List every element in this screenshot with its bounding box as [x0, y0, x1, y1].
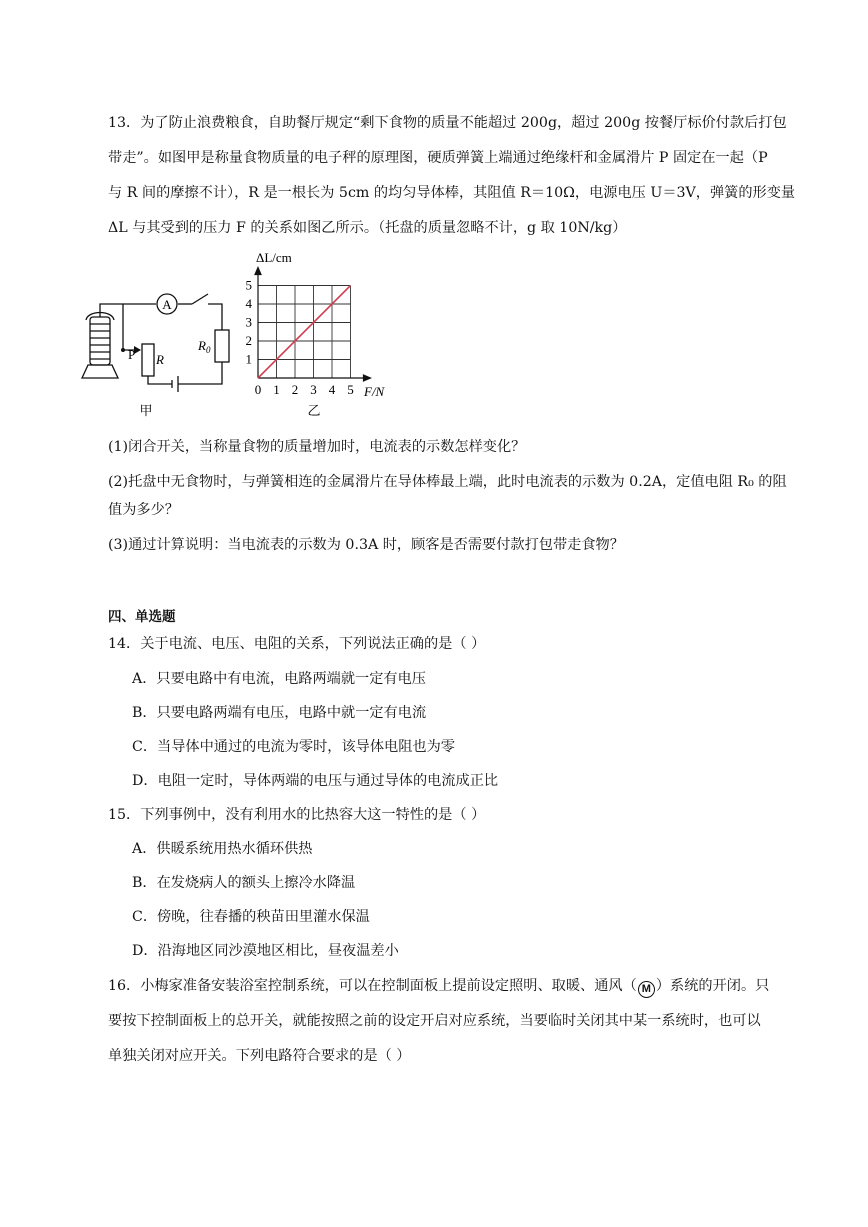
q15-option-d: D．沿海地区同沙漠地区相比，昼夜温差小	[132, 943, 399, 959]
figure-b-caption: 乙	[307, 403, 321, 418]
q13-line-3: 与 R 间的摩擦不计），R 是一根长为 5cm 的均匀导体棒，其阻值 R＝10Ω，电源电压 U＝3V，弹簧的形变量	[108, 185, 796, 201]
q13-line-4: ΔL 与其受到的压力 F 的关系如图乙所示。（托盘的质量忽略不计，g 取 10N/kg）	[108, 220, 627, 236]
y-tick-label: 3	[245, 314, 252, 330]
q13-sub-2b: 值为多少？	[108, 502, 179, 518]
q16-line-3: 单独关闭对应开关。下列电路符合要求的是（ ）	[108, 1048, 411, 1064]
y-tick-label: 4	[245, 296, 252, 311]
scale-base	[82, 365, 118, 378]
section-title: 四、单选题	[108, 609, 176, 625]
q15-stem: 15．下列事例中，没有利用水的比热容大这一特性的是（ ）	[108, 807, 486, 823]
y-axis-label: ΔL/cm	[256, 250, 292, 265]
x-tick-label: 3	[310, 382, 317, 397]
q13-line-1: 13．为了防止浪费粮食，自助餐厅规定“剩下食物的质量不能超过 200g，超过 200g 按餐厅标价付款后打包	[108, 115, 787, 131]
q14-option-c: C．当导体中通过的电流为零时，该导体电阻也为零	[132, 739, 455, 755]
q13-sub-2a: (2)托盘中无食物时，与弹簧相连的金属滑片在导体棒最上端，此时电流表的示数为 0.2A，定值电阻 R₀ 的阻	[108, 474, 787, 490]
x-axis-arrow	[364, 375, 371, 381]
q16-line-1: 16．小梅家准备安装浴室控制系统，可以在控制面板上提前设定照明、取暖、通风（ M ）系统的开闭。只	[108, 976, 769, 998]
x-tick-label: 5	[347, 382, 354, 397]
q15-option-a: A．供暖系统用热水循环供热	[132, 841, 313, 857]
q14-option-d: D．电阻一定时，导体两端的电压与通过导体的电流成正比	[132, 773, 499, 789]
q13-sub-3: (3)通过计算说明：当电流表的示数为 0.3A 时，顾客是否需要付款打包带走食物？	[108, 537, 624, 553]
y-axis-arrow	[255, 268, 261, 275]
q13-sub-1: (1)闭合开关，当称量食物的质量增加时，电流表的示数怎样变化？	[108, 439, 526, 455]
x-tick-label: 0	[254, 382, 262, 397]
switch	[192, 294, 208, 304]
resistor-r0	[215, 330, 229, 362]
r0-label: $R_0$	[198, 338, 211, 355]
x-tick-label: 4	[328, 382, 336, 397]
y-tick-label: 2	[245, 333, 252, 348]
q14-option-b: B．只要电路两端有电压，电路中就一定有电流	[132, 705, 427, 721]
q15-option-c: C．傍晚，往春播的秧苗田里灌水保温	[132, 909, 370, 925]
x-tick-label: 2	[291, 382, 299, 397]
circuit-diagram	[78, 282, 238, 422]
slider-label: P	[128, 347, 136, 362]
battery	[172, 376, 178, 392]
figure-a-caption: 甲	[139, 403, 153, 418]
q14-option-a: A．只要电路中有电流，电路两端就一定有电压	[132, 671, 426, 687]
y-tick-label: 1	[245, 351, 252, 367]
q16-line-2: 要按下控制面板上的总开关，就能按照之前的设定开启对应系统，当要临时关闭其中某一系统时，也可以	[108, 1013, 761, 1029]
ammeter-label: A	[162, 297, 172, 312]
y-tick-label: 5	[245, 277, 252, 293]
q14-stem: 14．关于电流、电压、电阻的关系，下列说法正确的是（ ）	[108, 636, 486, 652]
motor-icon: M	[638, 981, 655, 998]
q15-option-b: B．在发烧病人的额头上擦冷水降温	[132, 875, 356, 891]
spring-chart	[238, 246, 398, 422]
q13-line-2: 带走”。如图甲是称量食物质量的电子秤的原理图，硬质弹簧上端通过绝缘杆和金属滑片 P 固定在一起（P	[108, 150, 768, 166]
rod-label: R	[156, 352, 164, 367]
rod-r	[142, 344, 154, 376]
x-axis-label: F/N	[364, 384, 385, 399]
x-tick-label: 1	[273, 382, 280, 397]
series-line	[258, 286, 351, 379]
